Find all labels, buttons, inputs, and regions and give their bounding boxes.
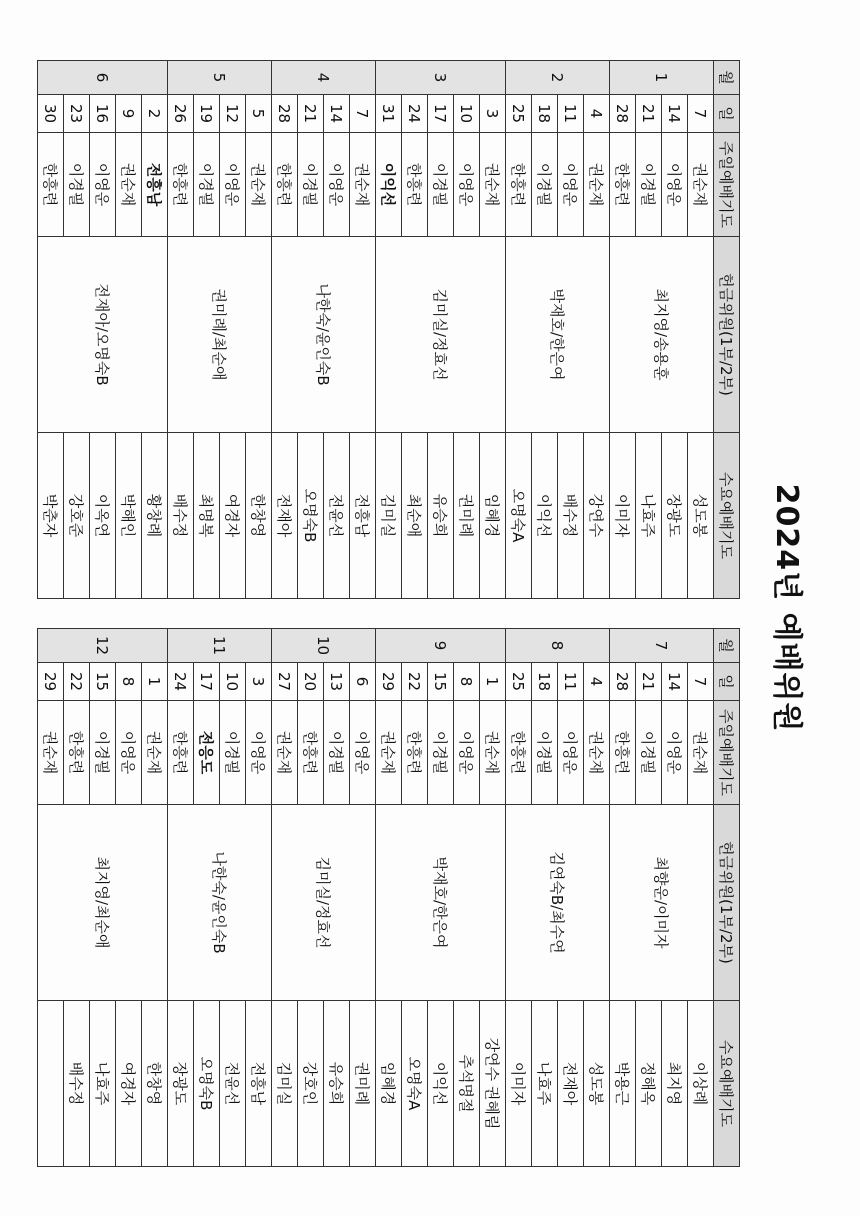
wednesday-prayer-name: 장광도 bbox=[665, 493, 683, 538]
wednesday-prayer-cell bbox=[272, 433, 298, 599]
table-row bbox=[688, 629, 714, 1167]
table-row bbox=[142, 629, 168, 1167]
wednesday-prayer-cell bbox=[168, 433, 194, 599]
day-cell: 13 bbox=[324, 663, 350, 701]
month-cell: 12 bbox=[38, 629, 168, 663]
sunday-prayer-cell: 권순재 bbox=[246, 133, 272, 237]
wednesday-prayer-name: 이익선 bbox=[431, 1061, 449, 1106]
month-cell: 3 bbox=[376, 61, 506, 95]
wednesday-prayer-cell bbox=[350, 433, 376, 599]
day-cell: 7 bbox=[350, 95, 376, 133]
sunday-prayer-cell: 이영운 bbox=[350, 701, 376, 805]
day-cell: 28 bbox=[610, 95, 636, 133]
day-cell: 10 bbox=[454, 95, 480, 133]
day-cell: 23 bbox=[64, 95, 90, 133]
wednesday-prayer-cell bbox=[246, 1001, 272, 1167]
wednesday-prayer-cell bbox=[506, 433, 532, 599]
day-cell: 11 bbox=[558, 95, 584, 133]
wednesday-prayer-name: 황창례 bbox=[145, 493, 163, 538]
day-cell: 1 bbox=[142, 663, 168, 701]
sunday-prayer-cell: 이영운 bbox=[662, 133, 688, 237]
wednesday-prayer-name: 배수정 bbox=[67, 1061, 85, 1106]
day-cell: 14 bbox=[662, 663, 688, 701]
offering-cell: 박재호/한은여 bbox=[506, 237, 610, 433]
wednesday-prayer-cell bbox=[376, 433, 402, 599]
wednesday-prayer-cell bbox=[90, 433, 116, 599]
header-day: 일 bbox=[714, 95, 740, 133]
table-row bbox=[480, 61, 506, 599]
day-cell: 21 bbox=[636, 95, 662, 133]
wednesday-prayer-name: 강호준 bbox=[67, 493, 85, 538]
wednesday-prayer-name: 오명숙B bbox=[197, 1056, 215, 1111]
day-cell: 22 bbox=[402, 663, 428, 701]
wednesday-prayer-name: 한창영 bbox=[249, 493, 267, 538]
sunday-prayer-cell: 한흥련 bbox=[506, 701, 532, 805]
wednesday-prayer-cell bbox=[38, 433, 64, 599]
offering-cell: 김미실/정효선 bbox=[272, 805, 376, 1001]
month-cell: 5 bbox=[168, 61, 272, 95]
wednesday-prayer-name: 오명숙A bbox=[405, 1056, 423, 1111]
wednesday-prayer-cell bbox=[298, 1001, 324, 1167]
offering-cell: 권미례/최순애 bbox=[168, 237, 272, 433]
sunday-prayer-cell: 전흥남 bbox=[142, 133, 168, 237]
wednesday-prayer-cell bbox=[246, 433, 272, 599]
table-row bbox=[350, 629, 376, 1167]
wednesday-prayer-cell bbox=[90, 1001, 116, 1167]
offering-cell: 전재아/오명숙B bbox=[38, 237, 168, 433]
wednesday-prayer-name: 권혜림 bbox=[483, 1085, 501, 1130]
wednesday-prayer-name: 임혜경 bbox=[379, 1061, 397, 1106]
wednesday-prayer-cell bbox=[610, 1001, 636, 1167]
wednesday-prayer-name: 이익선 bbox=[535, 493, 553, 538]
header-day: 일 bbox=[714, 663, 740, 701]
wednesday-prayer-cell bbox=[402, 433, 428, 599]
wednesday-prayer-name: 나효주 bbox=[535, 1061, 553, 1106]
wednesday-prayer-name: 전윤선 bbox=[327, 493, 345, 538]
day-cell: 6 bbox=[350, 663, 376, 701]
wednesday-prayer-cell bbox=[532, 433, 558, 599]
day-cell: 25 bbox=[506, 95, 532, 133]
wednesday-prayer-name: 나효주 bbox=[639, 493, 657, 538]
wednesday-prayer-name: 전흥남 bbox=[353, 493, 371, 538]
day-cell: 18 bbox=[532, 95, 558, 133]
sunday-prayer-cell: 이영운 bbox=[454, 701, 480, 805]
header-sunday-prayer: 주일예배기도 bbox=[714, 133, 740, 237]
day-cell: 1 bbox=[480, 663, 506, 701]
sunday-prayer-cell: 권순재 bbox=[376, 701, 402, 805]
sunday-prayer-cell: 이영운 bbox=[454, 133, 480, 237]
sunday-prayer-cell: 이경필 bbox=[636, 133, 662, 237]
wednesday-prayer-cell bbox=[194, 433, 220, 599]
wednesday-prayer-name: 추석명절 bbox=[457, 1054, 475, 1113]
header-offering: 헌금위원(1부/2부) bbox=[714, 237, 740, 433]
sunday-prayer-cell: 이경필 bbox=[532, 133, 558, 237]
wednesday-prayer-cell bbox=[220, 1001, 246, 1167]
day-cell: 14 bbox=[324, 95, 350, 133]
wednesday-prayer-name: 박춘자 bbox=[41, 493, 59, 538]
wednesday-prayer-name: 최순애 bbox=[405, 493, 423, 538]
month-cell: 2 bbox=[506, 61, 610, 95]
offering-cell: 나한숙/윤인숙B bbox=[272, 237, 376, 433]
header-month: 월 bbox=[714, 61, 740, 95]
wednesday-prayer-name: 이미자 bbox=[509, 1061, 527, 1106]
wednesday-prayer-cell bbox=[64, 433, 90, 599]
offering-cell: 최지영/최순애 bbox=[38, 805, 168, 1001]
day-cell: 29 bbox=[376, 663, 402, 701]
wednesday-prayer-cell bbox=[220, 433, 246, 599]
schedule-table-right bbox=[37, 628, 740, 1167]
sunday-prayer-cell: 한흥련 bbox=[506, 133, 532, 237]
sunday-prayer-cell: 한흥련 bbox=[402, 701, 428, 805]
day-cell: 21 bbox=[636, 663, 662, 701]
sunday-prayer-cell: 이영운 bbox=[116, 701, 142, 805]
wednesday-prayer-cell bbox=[194, 1001, 220, 1167]
month-cell: 10 bbox=[272, 629, 376, 663]
day-cell: 7 bbox=[688, 95, 714, 133]
month-cell: 4 bbox=[272, 61, 376, 95]
wednesday-prayer-name: 최지영 bbox=[665, 1061, 683, 1106]
month-cell: 6 bbox=[38, 61, 168, 95]
wednesday-prayer-cell bbox=[454, 1001, 480, 1167]
wednesday-prayer-cell bbox=[350, 1001, 376, 1167]
wednesday-prayer-name: 강연수 bbox=[587, 493, 605, 538]
sunday-prayer-cell: 이영운 bbox=[558, 701, 584, 805]
wednesday-prayer-name: 김미실 bbox=[379, 493, 397, 538]
header-wednesday-prayer: 수요예배기도 bbox=[714, 433, 740, 599]
day-cell: 18 bbox=[532, 663, 558, 701]
wednesday-prayer-name: 강연수 bbox=[483, 1037, 501, 1082]
wednesday-prayer-cell bbox=[298, 433, 324, 599]
day-cell: 15 bbox=[90, 663, 116, 701]
day-cell: 3 bbox=[246, 663, 272, 701]
day-cell: 24 bbox=[402, 95, 428, 133]
sunday-prayer-cell: 이영운 bbox=[558, 133, 584, 237]
wednesday-prayer-cell bbox=[480, 1001, 506, 1167]
wednesday-prayer-cell bbox=[662, 1001, 688, 1167]
sunday-prayer-cell: 이익선 bbox=[376, 133, 402, 237]
sunday-prayer-cell: 권순재 bbox=[480, 701, 506, 805]
wednesday-prayer-name: 장광도 bbox=[171, 1061, 189, 1106]
offering-cell: 김미실/정효선 bbox=[376, 237, 506, 433]
wednesday-prayer-name: 나효주 bbox=[93, 1061, 111, 1106]
wednesday-prayer-cell bbox=[428, 1001, 454, 1167]
day-cell: 4 bbox=[584, 663, 610, 701]
table-row bbox=[246, 629, 272, 1167]
wednesday-prayer-name: 이옥연 bbox=[93, 493, 111, 538]
sunday-prayer-cell: 권순재 bbox=[350, 133, 376, 237]
day-cell: 31 bbox=[376, 95, 402, 133]
sunday-prayer-cell: 권순재 bbox=[480, 133, 506, 237]
offering-cell: 최지영/송용훈 bbox=[610, 237, 714, 433]
wednesday-prayer-name: 여경자 bbox=[223, 493, 241, 538]
day-cell: 29 bbox=[38, 663, 64, 701]
wednesday-prayer-cell bbox=[558, 1001, 584, 1167]
day-cell: 4 bbox=[584, 95, 610, 133]
sunday-prayer-cell: 이경필 bbox=[64, 133, 90, 237]
schedule-table-left bbox=[37, 60, 740, 599]
sunday-prayer-cell: 이경필 bbox=[532, 701, 558, 805]
wednesday-prayer-cell bbox=[402, 1001, 428, 1167]
wednesday-prayer-cell bbox=[662, 433, 688, 599]
sunday-prayer-cell: 권순재 bbox=[584, 701, 610, 805]
sunday-prayer-cell: 한흥련 bbox=[38, 133, 64, 237]
month-cell: 1 bbox=[610, 61, 714, 95]
sunday-prayer-cell: 이경필 bbox=[298, 133, 324, 237]
wednesday-prayer-cell bbox=[168, 1001, 194, 1167]
day-cell: 8 bbox=[454, 663, 480, 701]
sunday-prayer-cell: 한흥련 bbox=[168, 701, 194, 805]
sunday-prayer-cell: 권순재 bbox=[142, 701, 168, 805]
day-cell: 15 bbox=[428, 663, 454, 701]
day-cell: 26 bbox=[168, 95, 194, 133]
sunday-prayer-cell: 한흥련 bbox=[272, 133, 298, 237]
wednesday-prayer-name: 전재아 bbox=[275, 493, 293, 538]
wednesday-prayer-cell bbox=[38, 1001, 64, 1167]
wednesday-prayer-cell bbox=[688, 433, 714, 599]
table-header-row bbox=[714, 629, 740, 1167]
wednesday-prayer-name: 유승희 bbox=[327, 1061, 345, 1106]
table-row bbox=[350, 61, 376, 599]
wednesday-prayer-cell bbox=[116, 433, 142, 599]
sunday-prayer-cell: 이경필 bbox=[428, 701, 454, 805]
header-sunday-prayer: 주일예배기도 bbox=[714, 701, 740, 805]
wednesday-prayer-name: 이미자 bbox=[613, 493, 631, 538]
wednesday-prayer-name: 강호인 bbox=[301, 1061, 319, 1106]
wednesday-prayer-name: 전재아 bbox=[561, 1061, 579, 1106]
wednesday-prayer-name: 권미례 bbox=[353, 1061, 371, 1106]
table-row bbox=[480, 629, 506, 1167]
sunday-prayer-cell: 이경필 bbox=[90, 701, 116, 805]
wednesday-prayer-cell bbox=[636, 1001, 662, 1167]
header-month: 월 bbox=[714, 629, 740, 663]
table-row bbox=[142, 61, 168, 599]
day-cell: 11 bbox=[558, 663, 584, 701]
sunday-prayer-cell: 한흥련 bbox=[298, 701, 324, 805]
day-cell: 21 bbox=[298, 95, 324, 133]
day-cell: 8 bbox=[116, 663, 142, 701]
sunday-prayer-cell: 한흥련 bbox=[64, 701, 90, 805]
day-cell: 10 bbox=[220, 663, 246, 701]
wednesday-prayer-cell bbox=[610, 433, 636, 599]
wednesday-prayer-name: 김미실 bbox=[275, 1061, 293, 1106]
wednesday-prayer-cell bbox=[272, 1001, 298, 1167]
sunday-prayer-cell: 한흥련 bbox=[168, 133, 194, 237]
sunday-prayer-cell: 권순재 bbox=[688, 133, 714, 237]
day-cell: 9 bbox=[116, 95, 142, 133]
sunday-prayer-cell: 권순재 bbox=[584, 133, 610, 237]
wednesday-prayer-cell bbox=[532, 1001, 558, 1167]
sunday-prayer-cell: 이경필 bbox=[636, 701, 662, 805]
day-cell: 3 bbox=[480, 95, 506, 133]
day-cell: 2 bbox=[142, 95, 168, 133]
wednesday-prayer-cell bbox=[584, 1001, 610, 1167]
table-header-row bbox=[714, 61, 740, 599]
wednesday-prayer-name: 임혜경 bbox=[483, 493, 501, 538]
wednesday-prayer-cell bbox=[324, 433, 350, 599]
offering-cell: 박재호/한은여 bbox=[376, 805, 506, 1001]
day-cell: 19 bbox=[194, 95, 220, 133]
sunday-prayer-cell: 이경필 bbox=[324, 701, 350, 805]
month-cell: 9 bbox=[376, 629, 506, 663]
sunday-prayer-cell: 이경필 bbox=[194, 133, 220, 237]
wednesday-prayer-name: 최명복 bbox=[197, 493, 215, 538]
day-cell: 28 bbox=[610, 663, 636, 701]
day-cell: 27 bbox=[272, 663, 298, 701]
wednesday-prayer-name: 오명숙A bbox=[509, 488, 527, 543]
sunday-prayer-cell: 이영운 bbox=[324, 133, 350, 237]
sunday-prayer-cell: 전응도 bbox=[194, 701, 220, 805]
wednesday-prayer-cell bbox=[636, 433, 662, 599]
sunday-prayer-cell: 권순재 bbox=[688, 701, 714, 805]
wednesday-prayer-name: 정해옥 bbox=[639, 1061, 657, 1106]
day-cell: 17 bbox=[194, 663, 220, 701]
wednesday-prayer-cell bbox=[506, 1001, 532, 1167]
day-cell: 30 bbox=[38, 95, 64, 133]
wednesday-prayer-cell bbox=[142, 433, 168, 599]
wednesday-prayer-cell bbox=[116, 1001, 142, 1167]
wednesday-prayer-cell bbox=[454, 433, 480, 599]
wednesday-prayer-cell bbox=[142, 1001, 168, 1167]
month-cell: 11 bbox=[168, 629, 272, 663]
wednesday-prayer-cell bbox=[480, 433, 506, 599]
wednesday-prayer-name: 한창영 bbox=[145, 1061, 163, 1106]
day-cell: 20 bbox=[298, 663, 324, 701]
table-row bbox=[246, 61, 272, 599]
day-cell: 28 bbox=[272, 95, 298, 133]
wednesday-prayer-name: 성도봉 bbox=[691, 493, 709, 538]
month-cell: 8 bbox=[506, 629, 610, 663]
header-wednesday-prayer: 수요예배기도 bbox=[714, 1001, 740, 1167]
sunday-prayer-cell: 이경필 bbox=[220, 701, 246, 805]
sunday-prayer-cell: 이영운 bbox=[662, 701, 688, 805]
wednesday-prayer-name: 박용근 bbox=[613, 1061, 631, 1106]
wednesday-prayer-name: 전윤선 bbox=[223, 1061, 241, 1106]
wednesday-prayer-name: 박해인 bbox=[119, 493, 137, 538]
sunday-prayer-cell: 한흥련 bbox=[610, 133, 636, 237]
sunday-prayer-cell: 한흥련 bbox=[610, 701, 636, 805]
sunday-prayer-cell: 한흥련 bbox=[402, 133, 428, 237]
wednesday-prayer-name: 배수정 bbox=[561, 493, 579, 538]
sunday-prayer-cell: 이영운 bbox=[90, 133, 116, 237]
wednesday-prayer-name: 전흥남 bbox=[249, 1061, 267, 1106]
wednesday-prayer-cell bbox=[324, 1001, 350, 1167]
wednesday-prayer-name: 성도봉 bbox=[587, 1061, 605, 1106]
day-cell: 16 bbox=[90, 95, 116, 133]
day-cell: 17 bbox=[428, 95, 454, 133]
wednesday-prayer-name: 오명숙B bbox=[301, 488, 319, 543]
table-row bbox=[688, 61, 714, 599]
day-cell: 14 bbox=[662, 95, 688, 133]
sunday-prayer-cell: 이영운 bbox=[246, 701, 272, 805]
wednesday-prayer-cell bbox=[64, 1001, 90, 1167]
table-row bbox=[584, 61, 610, 599]
wednesday-prayer-cell bbox=[688, 1001, 714, 1167]
wednesday-prayer-cell bbox=[584, 433, 610, 599]
table-row bbox=[584, 629, 610, 1167]
sunday-prayer-cell: 권순재 bbox=[272, 701, 298, 805]
sunday-prayer-cell: 권순재 bbox=[38, 701, 64, 805]
wednesday-prayer-cell bbox=[428, 433, 454, 599]
sunday-prayer-cell: 권순재 bbox=[116, 133, 142, 237]
wednesday-prayer-name: 여경자 bbox=[119, 1061, 137, 1106]
wednesday-prayer-name: 배수정 bbox=[171, 493, 189, 538]
day-cell: 12 bbox=[220, 95, 246, 133]
wednesday-prayer-cell bbox=[558, 433, 584, 599]
day-cell: 24 bbox=[168, 663, 194, 701]
offering-cell: 최향운/이미자 bbox=[610, 805, 714, 1001]
month-cell: 7 bbox=[610, 629, 714, 663]
sunday-prayer-cell: 이경필 bbox=[428, 133, 454, 237]
wednesday-prayer-name: 유승희 bbox=[431, 493, 449, 538]
offering-cell: 김연숙B/최수연 bbox=[506, 805, 610, 1001]
day-cell: 25 bbox=[506, 663, 532, 701]
day-cell: 22 bbox=[64, 663, 90, 701]
header-offering: 헌금위원(1부/2부) bbox=[714, 805, 740, 1001]
sunday-prayer-cell: 이영운 bbox=[220, 133, 246, 237]
wednesday-prayer-cell bbox=[376, 1001, 402, 1167]
offering-cell: 나한숙/윤인숙B bbox=[168, 805, 272, 1001]
document-title: 2024년 예배위원 bbox=[769, 483, 804, 733]
day-cell: 5 bbox=[246, 95, 272, 133]
wednesday-prayer-name: 이상례 bbox=[691, 1061, 709, 1106]
wednesday-prayer-name: 권미례 bbox=[457, 493, 475, 538]
day-cell: 7 bbox=[688, 663, 714, 701]
